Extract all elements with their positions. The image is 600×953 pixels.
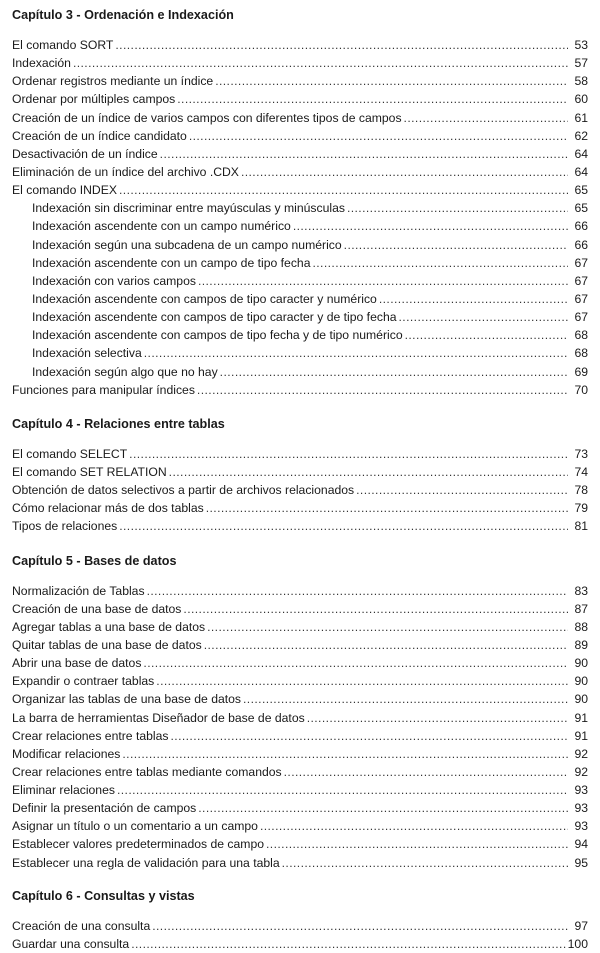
entry-label: Obtención de datos selectivos a partir de archivos relacionados bbox=[12, 483, 355, 498]
entry-label: El comando SELECT bbox=[12, 446, 128, 461]
page-number: 64 bbox=[574, 146, 588, 161]
dot-leader bbox=[143, 654, 568, 672]
dot-leader bbox=[220, 363, 568, 381]
toc-entry bbox=[12, 163, 588, 181]
chapter-title: Capítulo 5 - Bases de datos bbox=[12, 553, 177, 568]
toc-entry bbox=[12, 272, 588, 290]
toc-entry bbox=[12, 290, 588, 308]
toc-entry bbox=[12, 600, 588, 618]
dot-leader bbox=[177, 90, 568, 108]
dot-leader bbox=[215, 72, 568, 90]
entry-label: Creación de una base de datos bbox=[12, 601, 182, 616]
page-number: 88 bbox=[574, 619, 588, 634]
entry-label: Indexación selectiva bbox=[32, 346, 142, 361]
page-number: 64 bbox=[574, 164, 588, 179]
entry-label: Tipos de relaciones bbox=[12, 519, 118, 534]
page-number: 100 bbox=[567, 936, 588, 951]
page-number: 91 bbox=[574, 728, 588, 743]
dot-leader bbox=[156, 672, 568, 690]
page-number: 60 bbox=[574, 92, 588, 107]
entry-label: Crear relaciones entre tablas bbox=[12, 728, 169, 743]
toc-entry bbox=[12, 835, 588, 853]
dot-leader bbox=[131, 935, 565, 953]
toc-entry bbox=[12, 127, 588, 145]
toc-entry bbox=[12, 690, 588, 708]
page-number: 83 bbox=[574, 583, 588, 598]
chapter-3 bbox=[12, 6, 588, 399]
toc-entry bbox=[12, 854, 588, 872]
dot-leader bbox=[117, 781, 568, 799]
dot-leader bbox=[344, 236, 568, 254]
page-number: 68 bbox=[574, 328, 588, 343]
page-number: 67 bbox=[574, 310, 588, 325]
toc-entry bbox=[12, 463, 588, 481]
entry-label: Creación de un índice candidato bbox=[12, 128, 187, 143]
page-number: 79 bbox=[574, 501, 588, 516]
dot-leader bbox=[160, 145, 568, 163]
chapter-title: Capítulo 3 - Ordenación e Indexación bbox=[12, 8, 234, 22]
toc-entry bbox=[12, 799, 588, 817]
toc-entry bbox=[12, 54, 588, 72]
toc-entry bbox=[12, 636, 588, 654]
page-number: 97 bbox=[574, 918, 588, 933]
toc-entry bbox=[12, 254, 588, 272]
toc-entry bbox=[12, 917, 588, 935]
toc-entry bbox=[12, 236, 588, 254]
toc-entry bbox=[12, 72, 588, 90]
chapter-6 bbox=[12, 887, 588, 953]
entry-label: Quitar tablas de una base de datos bbox=[12, 637, 202, 652]
toc-entry bbox=[12, 36, 588, 54]
dot-leader bbox=[169, 463, 568, 481]
page-number: 65 bbox=[574, 201, 588, 216]
dot-leader bbox=[293, 217, 568, 235]
dot-leader bbox=[197, 381, 568, 399]
entry-label: Indexación ascendente con campos de tipo fecha y de tipo numérico bbox=[32, 328, 403, 343]
dot-leader bbox=[307, 709, 568, 727]
entry-label: El comando SET RELATION bbox=[12, 464, 167, 479]
dot-leader bbox=[147, 582, 568, 600]
toc-entry bbox=[12, 618, 588, 636]
entry-label: Establecer valores predeterminados de campo bbox=[12, 837, 265, 852]
page-number: 92 bbox=[574, 746, 588, 761]
entry-label: Guardar una consulta bbox=[12, 936, 130, 951]
entry-label: Eliminar relaciones bbox=[12, 783, 115, 798]
entry-label: Indexación ascendente con campos de tipo caracter y numérico bbox=[32, 291, 377, 306]
dot-leader bbox=[152, 917, 568, 935]
dot-leader bbox=[183, 600, 568, 618]
toc-entry bbox=[12, 745, 588, 763]
page-number: 90 bbox=[574, 674, 588, 689]
toc-entry bbox=[12, 217, 588, 235]
entry-label: Normalización de Tablas bbox=[12, 583, 145, 598]
page-number: 81 bbox=[574, 519, 588, 534]
dot-leader bbox=[206, 499, 568, 517]
dot-leader bbox=[347, 199, 568, 217]
dot-leader bbox=[119, 181, 568, 199]
dot-leader bbox=[144, 344, 568, 362]
page-number: 78 bbox=[574, 483, 588, 498]
page-number: 67 bbox=[574, 273, 588, 288]
toc-entry bbox=[12, 709, 588, 727]
page-number: 95 bbox=[574, 855, 588, 870]
chapter-title: Capítulo 6 - Consultas y vistas bbox=[12, 888, 195, 903]
toc-entry bbox=[12, 817, 588, 835]
entry-label: El comando SORT bbox=[12, 38, 114, 52]
page-number: 91 bbox=[574, 710, 588, 725]
page-number: 69 bbox=[574, 364, 588, 379]
toc-entry bbox=[12, 582, 588, 600]
toc-entry bbox=[12, 935, 588, 953]
toc-entry bbox=[12, 763, 588, 781]
dot-leader bbox=[129, 445, 568, 463]
page-number: 65 bbox=[574, 183, 588, 198]
page-number: 66 bbox=[574, 219, 588, 234]
toc-entry bbox=[12, 481, 588, 499]
dot-leader bbox=[404, 109, 568, 127]
toc-entry bbox=[12, 672, 588, 690]
page-number: 93 bbox=[574, 801, 588, 816]
dot-leader bbox=[204, 636, 568, 654]
entry-label: Eliminación de un índice del archivo .CDX bbox=[12, 164, 239, 179]
entry-label: Cómo relacionar más de dos tablas bbox=[12, 501, 204, 516]
page-number: 68 bbox=[574, 346, 588, 361]
toc-entry bbox=[12, 199, 588, 217]
page-number: 66 bbox=[574, 237, 588, 252]
toc-entry bbox=[12, 90, 588, 108]
toc-entry bbox=[12, 145, 588, 163]
page-number: 92 bbox=[574, 764, 588, 779]
entry-label: Creación de un índice de varios campos con diferentes tipos de campos bbox=[12, 110, 402, 125]
dot-leader bbox=[260, 817, 568, 835]
toc-entry bbox=[12, 363, 588, 381]
toc-entry bbox=[12, 517, 588, 535]
page-number: 61 bbox=[574, 110, 588, 125]
entry-label: Abrir una base de datos bbox=[12, 656, 142, 671]
entry-label: Desactivación de un índice bbox=[12, 146, 158, 161]
page-number: 93 bbox=[574, 783, 588, 798]
dot-leader bbox=[399, 308, 568, 326]
entry-label: Definir la presentación de campos bbox=[12, 801, 197, 816]
toc-entry bbox=[12, 381, 588, 399]
toc-entry bbox=[12, 308, 588, 326]
dot-leader bbox=[243, 690, 568, 708]
dot-leader bbox=[198, 799, 568, 817]
page-number: 89 bbox=[574, 637, 588, 652]
entry-label: Agregar tablas a una base de datos bbox=[12, 619, 206, 634]
toc-entry bbox=[12, 727, 588, 745]
dot-leader bbox=[379, 290, 568, 308]
entry-label: El comando INDEX bbox=[12, 183, 117, 198]
toc-entry bbox=[12, 109, 588, 127]
dot-leader bbox=[122, 745, 568, 763]
page-number: 53 bbox=[574, 38, 588, 52]
page-number: 62 bbox=[574, 128, 588, 143]
page-number: 58 bbox=[574, 74, 588, 89]
dot-leader bbox=[207, 618, 568, 636]
chapter-5 bbox=[12, 552, 588, 872]
entry-label: Expandir o contraer tablas bbox=[12, 674, 155, 689]
page-number: 67 bbox=[574, 291, 588, 306]
dot-leader bbox=[119, 517, 568, 535]
entry-label: Funciones para manipular índices bbox=[12, 382, 195, 397]
entry-label: Crear relaciones entre tablas mediante comandos bbox=[12, 764, 282, 779]
dot-leader bbox=[266, 835, 568, 853]
dot-leader bbox=[405, 326, 568, 344]
page-number: 67 bbox=[574, 255, 588, 270]
dot-leader bbox=[241, 163, 568, 181]
dot-leader bbox=[282, 854, 568, 872]
entry-label: Creación de una consulta bbox=[12, 918, 151, 933]
chapter-title: Capítulo 4 - Relaciones entre tablas bbox=[12, 416, 225, 431]
toc-entry bbox=[12, 326, 588, 344]
page-number: 93 bbox=[574, 819, 588, 834]
entry-label: Modificar relaciones bbox=[12, 746, 121, 761]
dot-leader bbox=[198, 272, 568, 290]
entry-label: Organizar las tablas de una base de datos bbox=[12, 692, 242, 707]
toc-entry bbox=[12, 344, 588, 362]
page-number: 90 bbox=[574, 692, 588, 707]
page-number: 90 bbox=[574, 656, 588, 671]
page-number: 87 bbox=[574, 601, 588, 616]
page-number: 57 bbox=[574, 56, 588, 71]
entry-label: Indexación ascendente con un campo numérico bbox=[32, 219, 291, 234]
entry-label: Indexación ascendente con campos de tipo caracter y de tipo fecha bbox=[32, 310, 397, 325]
entry-label: Indexación ascendente con un campo de tipo fecha bbox=[32, 255, 311, 270]
dot-leader bbox=[356, 481, 568, 499]
entry-label: Indexación con varios campos bbox=[32, 273, 196, 288]
entry-label: Ordenar registros mediante un índice bbox=[12, 74, 214, 89]
toc-entry bbox=[12, 499, 588, 517]
toc-entry bbox=[12, 654, 588, 672]
page-number: 73 bbox=[574, 446, 588, 461]
entry-label: Ordenar por múltiples campos bbox=[12, 92, 176, 107]
dot-leader bbox=[73, 54, 568, 72]
entry-label: Indexación sin discriminar entre mayúsculas y minúsculas bbox=[32, 201, 345, 216]
page-number: 70 bbox=[574, 382, 588, 397]
toc-entry bbox=[12, 781, 588, 799]
dot-leader bbox=[171, 727, 569, 745]
page-number: 94 bbox=[574, 837, 588, 852]
chapter-4 bbox=[12, 415, 588, 536]
dot-leader bbox=[284, 763, 568, 781]
table-of-contents bbox=[12, 6, 588, 953]
entry-label: Establecer una regla de validación para una tabla bbox=[12, 855, 280, 870]
dot-leader bbox=[312, 254, 568, 272]
entry-label: Indexación según algo que no hay bbox=[32, 364, 218, 379]
page-number: 74 bbox=[574, 464, 588, 479]
dot-leader bbox=[189, 127, 568, 145]
dot-leader bbox=[115, 36, 568, 54]
entry-label: Asignar un título o un comentario a un campo bbox=[12, 819, 258, 834]
entry-label: Indexación según una subcadena de un campo numérico bbox=[32, 237, 342, 252]
entry-label: Indexación bbox=[12, 56, 71, 71]
entry-label: La barra de herramientas Diseñador de base de datos bbox=[12, 710, 305, 725]
toc-entry bbox=[12, 445, 588, 463]
toc-entry bbox=[12, 181, 588, 199]
